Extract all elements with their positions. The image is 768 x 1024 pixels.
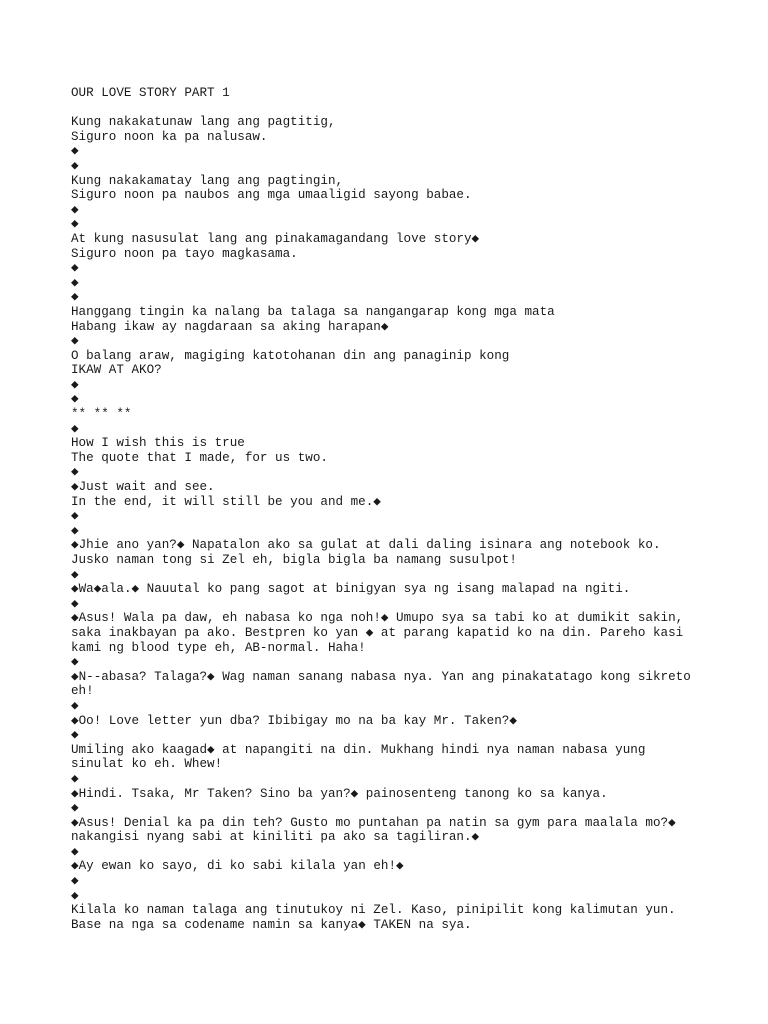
text-line: How I wish this is true [71,436,245,451]
text-line: Umiling ako kaagad◆ at napangiti na din. Mukhang hindi nya naman nabasa yung [71,742,646,757]
text-line: ◆Oo! Love letter yun dba? Ibibigay mo na ba kay Mr. Taken?◆ [71,713,517,728]
text-line: ◆ [71,567,79,582]
text-line: ◆Asus! Wala pa daw, eh nabasa ko nga noh!◆ Umupo sya sa tabi ko at dumikit sakin, [71,611,684,626]
text-line: ◆ [71,728,79,743]
text-line: ◆ [71,334,79,349]
text-line: Kilala ko naman talaga ang tinutukoy ni Zel. Kaso, pinipilit kong kalimutan yun. [71,903,676,918]
text-line: ◆ [71,655,79,670]
text-line: ◆Ay ewan ko sayo, di ko sabi kilala yan eh!◆ [71,859,404,874]
text-line: The quote that I made, for us two. [71,450,328,465]
text-line: Jusko naman tong si Zel eh, bigla bigla ba namang susulpot! [71,553,517,567]
text-line: ◆ [71,217,79,232]
text-line: ◆Wa◆ala.◆ Nauutal ko pang sagot at binigyan sya ng isang malapad na ngiti. [71,582,631,597]
text-line: ◆ [71,523,79,538]
text-line: ◆ [71,275,79,290]
text-line: ◆ [71,509,79,524]
text-line: Base na nga sa codename namin sa kanya◆ TAKEN na sya. [71,917,472,932]
text-line: ◆ [71,392,79,407]
text-line: Siguro noon ka pa nalusaw. [71,129,268,144]
text-line: In the end, it will still be you and me.◆ [71,494,381,509]
text-line: ◆ [71,771,79,786]
document-title: OUR LOVE STORY PART 1 [71,86,230,100]
text-line: ** ** ** [71,407,132,422]
text-line: nakangisi nyang sabi at kiniliti pa ako sa tagiliran.◆ [71,830,480,845]
text-line: ◆Asus! Denial ka pa din teh? Gusto mo puntahan pa natin sa gym para maalala mo?◆ [71,815,676,830]
text-line: ◆ [71,377,79,392]
text-line: Hanggang tingin ka nalang ba talaga sa nangangarap kong mga mata [71,304,555,319]
text-line: ◆ [71,261,79,276]
text-line: ◆ [71,202,79,217]
text-line: saka inakbayan pa ako. Bestpren ko yan ◆ at parang kapatid ko na din. Pareho kasi [71,625,684,640]
text-line: ◆ [71,844,79,859]
text-line: Siguro noon pa naubos ang mga umaaligid sayong babae. [71,188,472,203]
text-line: IKAW AT AKO? [71,363,162,378]
text-line: ◆Just wait and see. [71,480,215,495]
text-line: sinulat ko eh. Whew! [71,757,223,772]
text-line: ◆ [71,596,79,611]
text-line: ◆ [71,801,79,816]
text-line: ◆ [71,874,79,889]
text-line: O balang araw, magiging katotohanan din ang panaginip kong [71,348,510,363]
text-line: ◆ [71,421,79,436]
text-line: At kung nasusulat lang ang pinakamagandang love story◆ [71,231,480,246]
text-line: kami ng blood type eh, AB-normal. Haha! [71,640,366,655]
text-line: Siguro noon pa tayo magkasama. [71,246,298,261]
text-line: ◆ [71,465,79,480]
text-line: Kung nakakatunaw lang ang pagtitig, [71,115,336,130]
text-line [71,101,731,116]
text-line: ◆ [71,158,79,173]
text-line: ◆N--abasa? Talaga?◆ Wag naman sanang nabasa nya. Yan ang pinakatatago kong sikreto [71,669,691,684]
document-body [71,86,731,932]
text-line: ◆ [71,290,79,305]
text-line: Habang ikaw ay nagdaraan sa aking harapan◆ [71,319,389,334]
text-line: ◆ [71,698,79,713]
text-line: ◆ [71,888,79,903]
text-line: Kung nakakamatay lang ang pagtingin, [71,173,344,188]
text-line: ◆Hindi. Tsaka, Mr Taken? Sino ba yan?◆ painosenteng tanong ko sa kanya. [71,786,608,801]
text-line: eh! [71,684,94,699]
text-line: ◆Jhie ano yan?◆ Napatalon ako sa gulat at dali daling isinara ang notebook ko. [71,538,661,553]
text-line: ◆ [71,144,79,159]
